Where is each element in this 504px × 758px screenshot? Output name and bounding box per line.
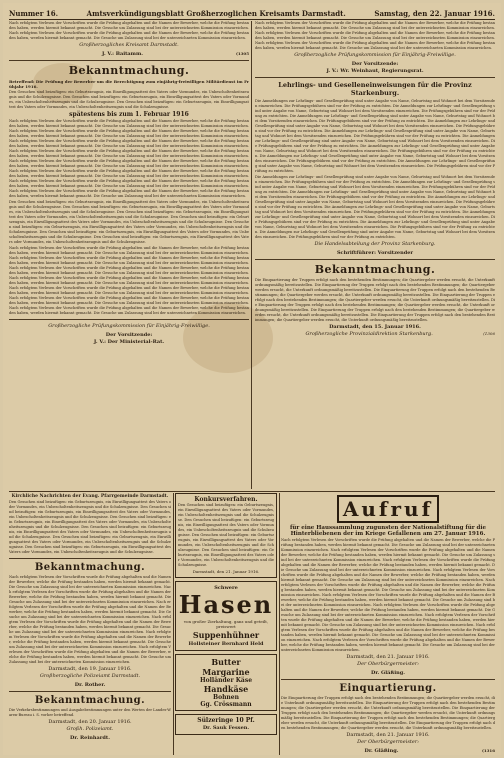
aufruf-body: Nach erfolgtem Verlesen der Vorschriften wurde die Prüfung abgehalten und die Namen der Bewerber, welche die Prüfung bestanden haben, werden hiermit bekannt gemacht. Die Gesuche um Zulassung sind bei der unterzeichneten Kommission einzureichen. Nach erfolgtem Verlesen der Vorschriften wurde die Prüfung abgehalten und die Namen der Bewerber, welche die Prüfung bestanden haben, werden hiermit bekannt gemacht. Die Gesuche um Zulassung sind bei der unterzeichneten Kommission einzureichen. Nach erfolgtem Verlesen der Vorschriften wurde die Prüfung abgehalten und die Namen der Bewerber, welche die Prüfung bestanden haben, werden hiermit bekannt gemacht. Die Gesuche um Zulassung sind bei der unterzeichneten Kommission einzureichen. Nach erfolgtem Verlesen der Vorschriften wurde die Prüfung abgehalten und die Namen der Bewerber, welche die Prüfung bestanden haben, werden hiermit bekannt gemacht. Die Gesuche um Zulassung sind bei der unterzeichneten Kommission einzureichen. Nach erfolgtem Verlesen der Vorschriften wurde die Prüfung abgehalten und die Namen der Bewerber, welche die Prüfung bestanden haben, werden hiermit bekannt gemacht. Die Gesuche um Zulassung sind bei der unterzeichneten Kommission einzureichen. Nach erfolgtem Verlesen der Vorschriften wurde die Prüfung abgehalten und die Namen der Bewerber, welche die Prüfung bestanden haben, werden hiermit bekannt gemacht. Die Gesuche um Zulassung sind bei der unterzeichneten Kommission einzureichen. Nach erfolgtem Verlesen der Vorschriften wurde die Prüfung abgehalten und die Namen der Bewerber, welche die Prüfung bestanden haben, werden hiermit bekannt gemacht. Die Gesuche um Zulassung sind bei der unterzeichneten Kommission einzureichen. Nach erfolgtem Verlesen der Vorschriften wurde die Prüfung abgehalten und die Namen der Bewerber, welche die Prüfung bestanden haben, werden hiermit bekannt gemacht. Die Gesuche um Zulassung sind bei der unterzeichneten Kommission einzureichen. Nach erfolgtem Verlesen der Vorschriften wurde die Prüfung abgehalten und die Namen der Bewerber, welche die Prüfung bestanden haben, werden hiermit bekannt gemacht. Die Gesuche um Zulassung sind bei der unterzeichneten Kommission einzureichen. Nach erfolgtem Verlesen der Vorschriften wurde die Prüfung abgehalten und die Namen der Bewerber, welche die Prüfung bestanden haben, werden hiermit bekannt gemacht. Die Gesuche um Zulassung sind bei der unterzeichneten Kommission einzureichen. xyxy=(281,538,495,652)
intro-text: Nach erfolgtem Verlesen der Vorschriften wurde die Prüfung abgehalten und die Namen der Bewerber, welche die Prüfung bestanden haben, werden hiermit bekannt gemacht. Die Gesuche um Zulassung sind bei der unterzeichneten Kommission einzureichen. Nach erfolgtem Verlesen der Vorschriften wurde die Prüfung abgehalten und die Namen der Bewerber, welche die Prüfung bestanden haben, werden hiermit bekannt gemacht. Die Gesuche um Zulassung sind bei der unterzeichneten Kommission einzureichen. xyxy=(9,21,249,40)
kase-title: Holländer Käse xyxy=(199,677,253,684)
aufruf-heading: Aufruf xyxy=(337,495,439,523)
butter-ad xyxy=(175,654,277,711)
bottom-left-heading-2: Bekanntmachung. xyxy=(34,695,146,706)
church-notice-title: Kirchliche Nachrichten der Evang. Pfarrgemeinde Darmstadt. xyxy=(11,494,169,499)
polizeiamt-name-2: Dr. Reinhardt. xyxy=(70,735,110,741)
saelz-ad xyxy=(175,714,277,735)
church-notice-body: Den Gesuchen sind beizufügen: ein Geburtszeugnis, ein Einwilligungsattest des Vaters oder Vormundes, ein Unbescholtenheitszeugnis und die Schulzeugnisse. Den Gesuchen sind beizufügen: ein Geburtszeugnis, ein Einwilligungsattest des Vaters oder Vormundes, ein Unbescholtenheitszeugnis und die Schulzeugnisse. Den Gesuchen sind beizufügen: ein Geburtszeugnis, ein Einwilligungsattest des Vaters oder Vormundes, ein Unbescholtenheitszeugnis und die Schulzeugnisse. Den Gesuchen sind beizufügen: ein Geburtszeugnis, ein Einwilligungsattest des Vaters oder Vormundes, ein Unbescholtenheitszeugnis und die Schulzeugnisse. Den Gesuchen sind beizufügen: ein Geburtszeugnis, ein Einwilligungsattest des Vaters oder Vormundes, ein Unbescholtenheitszeugnis und die Schulzeugnisse. Den Gesuchen sind beizufügen: ein Geburtszeugnis, ein Einwilligungsattest des Vaters oder Vormundes, ein Unbescholtenheitszeugnis und die Schulzeugnisse. xyxy=(9,500,171,554)
section-heading: Bekanntmachung. xyxy=(68,64,190,77)
konkurs-title: Konkursverfahren. xyxy=(194,496,258,503)
einquartierung-heading: Einquartierung. xyxy=(339,683,437,694)
bottom-divider xyxy=(173,493,174,755)
right-signature-c: J. V.: Wr. Weinhaut, Regierungsrat. xyxy=(326,68,424,74)
polizeiamt-signature-2: Großh. Polizeiamt. xyxy=(66,726,114,732)
polizeiamt-name: Dr. Rother. xyxy=(74,682,106,688)
right-intro: Nach erfolgtem Verlesen der Vorschriften wurde die Prüfung abgehalten und die Namen der Bewerber, welche die Prüfung bestanden haben, werden hiermit bekannt gemacht. Die Gesuche um Zulassung sind bei der unterzeichneten Kommission einzureichen. Nach erfolgtem Verlesen der Vorschriften wurde die Prüfung abgehalten und die Namen der Bewerber, welche die Prüfung bestanden haben, werden hiermit bekannt gemacht. Die Gesuche um Zulassung sind bei der unterzeichneten Kommission einzureichen. Nach erfolgtem Verlesen der Vorschriften wurde die Prüfung abgehalten und die Namen der Bewerber, welche die Prüfung bestanden haben, werden hiermit bekannt gemacht. Die Gesuche um Zulassung sind bei der unterzeichneten Kommission einzureichen. xyxy=(255,21,495,50)
shop-name: Gg. Crössmann xyxy=(200,701,252,708)
signature-name: J. V.: Baitamm. (1305 xyxy=(101,51,249,57)
hasen-ad xyxy=(175,581,277,651)
saelz-price: 10 Pf. xyxy=(235,717,255,724)
lehrlings-body-2: Die Anmeldungen zur Lehrlings- und Gesellenprüfung sind unter Angabe von Name, Geburtstag und Wohnort bei dem Vorsitzenden einzureichen. Die Prüfungsgebühren sind vor der Prüfung zu entrichten. Die Anmeldungen zur Lehrlings- und Gesellenprüfung sind unter Angabe von Name, Geburtstag und Wohnort bei dem Vorsitzenden einzureichen. Die Prüfungsgebühren sind vor der Prüfung zu entrichten. Die Anmeldungen zur Lehrlings- und Gesellenprüfung sind unter Angabe von Name, Geburtstag und Wohnort bei dem Vorsitzenden einzureichen. Die Prüfungsgebühren sind vor der Prüfung zu entrichten. Die Anmeldungen zur Lehrlings- und Gesellenprüfung sind unter Angabe von Name, Geburtstag und Wohnort bei dem Vorsitzenden einzureichen. Die Prüfungsgebühren sind vor der Prüfung zu entrichten. Die Anmeldungen zur Lehrlings- und Gesellenprüfung sind unter Angabe von Name, Geburtstag und Wohnort bei dem Vorsitzenden einzureichen. Die Prüfungsgebühren sind vor der Prüfung zu entrichten. Die Anmeldungen zur Lehrlings- und Gesellenprüfung sind unter Angabe von Name, Geburtstag und Wohnort bei dem Vorsitzenden einzureichen. Die Prüfungsgebühren sind vor der Prüfung zu entrichten. Die Anmeldungen zur Lehrlings- und Gesellenprüfung sind unter Angabe von Name, Geburtstag und Wohnort bei dem Vorsitzenden einzureichen. Die Prüfungsgebühren sind vor der Prüfung zu entrichten. Die Anmeldungen zur Lehrlings- und Gesellenprüfung sind unter Angabe von Name, Geburtstag und Wohnort bei dem Vorsitzenden einzureichen. Die Prüfungsgebühren sind vor der Prüfung zu entrichten. xyxy=(255,175,495,239)
section-body-3: Den Gesuchen sind beizufügen: ein Geburtszeugnis, ein Einwilligungsattest des Vaters oder Vormundes, ein Unbescholtenheitszeugnis und die Schulzeugnisse. Den Gesuchen sind beizufügen: ein Geburtszeugnis, ein Einwilligungsattest des Vaters oder Vormundes, ein Unbescholtenheitszeugnis und die Schulzeugnisse. Den Gesuchen sind beizufügen: ein Geburtszeugnis, ein Einwilligungsattest des Vaters oder Vormundes, ein Unbescholtenheitszeugnis und die Schulzeugnisse. Den Gesuchen sind beizufügen: ein Geburtszeugnis, ein Einwilligungsattest des Vaters oder Vormundes, ein Unbescholtenheitszeugnis und die Schulzeugnisse. Den Gesuchen sind beizufügen: ein Geburtszeugnis, ein Einwilligungsattest des Vaters oder Vormundes, ein Unbescholtenheitszeugnis und die Schulzeugnisse. Den Gesuchen sind beizufügen: ein Geburtszeugnis, ein Einwilligungsattest des Vaters oder Vormundes, ein Unbescholtenheitszeugnis und die Schulzeugnisse. Den Gesuchen sind beizufügen: ein Geburtszeugnis, ein Einwilligungsattest des Vaters oder Vormundes, ein Unbescholtenheitszeugnis und die Schulzeugnisse. xyxy=(9,200,249,244)
hasen-pre: Schwere xyxy=(214,585,238,591)
section-intro: Betreffend: Die Prüfung der Bewerber um die Berechtigung zum einjährig-freiwilligen Militärdienst im Frühjahr 1916. xyxy=(9,79,249,89)
commission-chair: Der Vorsitzende: xyxy=(105,332,153,338)
column-divider xyxy=(251,21,252,489)
handkase-title: Handkäse xyxy=(203,684,249,694)
section-divider xyxy=(9,491,495,492)
left-column xyxy=(9,21,249,489)
bottom-divider xyxy=(279,493,280,755)
bohnen-title: Bohnen xyxy=(213,694,239,701)
masthead xyxy=(9,8,495,20)
right-signature: Großherzogliche Prüfungskommission für Einjährig-Freiwillige. xyxy=(294,52,456,58)
bottom-left-column xyxy=(9,493,171,755)
provinz-signature: Großherzogliche Provinzialdirektion Starkenburg. (1306 xyxy=(305,331,495,337)
commission-chair-name: J. V.: Der Ministerial-Rat. xyxy=(93,339,165,345)
issue-number: Nummer 16. xyxy=(9,9,59,18)
newspaper-page xyxy=(3,3,501,755)
bottom-left-date: Darmstadt, den 19. Januar 1916. xyxy=(48,666,132,672)
hasen-sub: von großer Zierhaltung, ganz und geteilt, preiswert xyxy=(183,619,269,629)
lehrlings-body: Die Anmeldungen zur Lehrlings- und Gesellenprüfung sind unter Angabe von Name, Geburtstag und Wohnort bei dem Vorsitzenden einzureichen. Die Prüfungsgebühren sind vor der Prüfung zu entrichten. Die Anmeldungen zur Lehrlings- und Gesellenprüfung sind unter Angabe von Name, Geburtstag und Wohnort bei dem Vorsitzenden einzureichen. Die Prüfungsgebühren sind vor der Prüfung zu entrichten. Die Anmeldungen zur Lehrlings- und Gesellenprüfung sind unter Angabe von Name, Geburtstag und Wohnort bei dem Vorsitzenden einzureichen. Die Prüfungsgebühren sind vor der Prüfung zu entrichten. Die Anmeldungen zur Lehrlings- und Gesellenprüfung sind unter Angabe von Name, Geburtstag und Wohnort bei dem Vorsitzenden einzureichen. Die Prüfungsgebühren sind vor der Prüfung zu entrichten. Die Anmeldungen zur Lehrlings- und Gesellenprüfung sind unter Angabe von Name, Geburtstag und Wohnort bei dem Vorsitzenden einzureichen. Die Prüfungsgebühren sind vor der Prüfung zu entrichten. Die Anmeldungen zur Lehrlings- und Gesellenprüfung sind unter Angabe von Name, Geburtstag und Wohnort bei dem Vorsitzenden einzureichen. Die Prüfungsgebühren sind vor der Prüfung zu entrichten. Die Anmeldungen zur Lehrlings- und Gesellenprüfung sind unter Angabe von Name, Geburtstag und Wohnort bei dem Vorsitzenden einzureichen. Die Prüfungsgebühren sind vor der Prüfung zu entrichten. Die Anmeldungen zur Lehrlings- und Gesellenprüfung sind unter Angabe von Name, Geburtstag und Wohnort bei dem Vorsitzenden einzureichen. Die Prüfungsgebühren sind vor der Prüfung zu entrichten. Die Anmeldungen zur Lehrlings- und Gesellenprüfung sind unter Angabe von Name, Geburtstag und Wohnort bei dem Vorsitzenden einzureichen. Die Prüfungsgebühren sind vor der Prüfung zu entrichten. xyxy=(255,99,495,173)
lehrlings-heading: Lehrlings- und Geselleneinweisungen für die Provinz Starkenburg. xyxy=(278,81,472,97)
suppen-title: Suppenhühner xyxy=(192,630,260,640)
right-heading: Bekanntmachung. xyxy=(314,263,436,276)
saelz-shop: Dr. Sauk Fessen. xyxy=(202,725,250,731)
margarine-title: Margarine xyxy=(202,667,250,677)
bottom-left-body: Nach erfolgtem Verlesen der Vorschriften wurde die Prüfung abgehalten und die Namen der Bewerber, welche die Prüfung bestanden haben, werden hiermit bekannt gemacht. Die Gesuche um Zulassung sind bei der unterzeichneten Kommission einzureichen. Nach erfolgtem Verlesen der Vorschriften wurde die Prüfung abgehalten und die Namen der Bewerber, welche die Prüfung bestanden haben, werden hiermit bekannt gemacht. Die Gesuche um Zulassung sind bei der unterzeichneten Kommission einzureichen. Nach erfolgtem Verlesen der Vorschriften wurde die Prüfung abgehalten und die Namen der Bewerber, welche die Prüfung bestanden haben, werden hiermit bekannt gemacht. Die Gesuche um Zulassung sind bei der unterzeichneten Kommission einzureichen. Nach erfolgtem Verlesen der Vorschriften wurde die Prüfung abgehalten und die Namen der Bewerber, welche die Prüfung bestanden haben, werden hiermit bekannt gemacht. Die Gesuche um Zulassung sind bei der unterzeichneten Kommission einzureichen. Nach erfolgtem Verlesen der Vorschriften wurde die Prüfung abgehalten und die Namen der Bewerber, welche die Prüfung bestanden haben, werden hiermit bekannt gemacht. Die Gesuche um Zulassung sind bei der unterzeichneten Kommission einzureichen. Nach erfolgtem Verlesen der Vorschriften wurde die Prüfung abgehalten und die Namen der Bewerber, welche die Prüfung bestanden haben, werden hiermit bekannt gemacht. Die Gesuche um Zulassung sind bei der unterzeichneten Kommission einzureichen. xyxy=(9,575,171,664)
saelz-title: Sülzeringe xyxy=(197,717,234,724)
aufruf-date: Darmstadt, den 21. Januar 1916. xyxy=(346,654,430,660)
bottom-left-body-2: Die Verkehrsbestimmungen und Ausgabebestimmungen unter den Werten der Landes-Waren-Bureau i. S. vorher betreffend. xyxy=(9,708,171,717)
handels-signature: Die Handelsabteilung der Provinz Starkenburg. xyxy=(314,241,436,247)
aufruf-signature-name: Dr. Gläßing. xyxy=(371,670,405,676)
butter-title: Butter xyxy=(211,657,241,667)
signature: Großherzogliches Kreisamt Darmstadt. xyxy=(79,42,179,48)
right-body: Die Einquartierung der Truppen erfolgt nach den bestehenden Bestimmungen; die Quartiergeber werden ersucht, die Unterkunft ordnungsmäßig bereitzustellen. Die Einquartierung der Truppen erfolgt nach den bestehenden Bestimmungen; die Quartiergeber werden ersucht, die Unterkunft ordnungsmäßig bereitzustellen. Die Einquartierung der Truppen erfolgt nach den bestehenden Bestimmungen; die Quartiergeber werden ersucht, die Unterkunft ordnungsmäßig bereitzustellen. Die Einquartierung der Truppen erfolgt nach den bestehenden Bestimmungen; die Quartiergeber werden ersucht, die Unterkunft ordnungsmäßig bereitzustellen. Die Einquartierung der Truppen erfolgt nach den bestehenden Bestimmungen; die Quartiergeber werden ersucht, die Unterkunft ordnungsmäßig bereitzustellen. Die Einquartierung der Truppen erfolgt nach den bestehenden Bestimmungen; die Quartiergeber werden ersucht, die Unterkunft ordnungsmäßig bereitzustellen. Die Einquartierung der Truppen erfolgt nach den bestehenden Bestimmungen; die Quartiergeber werden ersucht, die Unterkunft ordnungsmäßig bereitzustellen. xyxy=(255,278,495,322)
einquartierung-date: Darmstadt, den 21. Januar 1916. xyxy=(346,732,430,738)
section-body-4: Nach erfolgtem Verlesen der Vorschriften wurde die Prüfung abgehalten und die Namen der Bewerber, welche die Prüfung bestanden haben, werden hiermit bekannt gemacht. Die Gesuche um Zulassung sind bei der unterzeichneten Kommission einzureichen. Nach erfolgtem Verlesen der Vorschriften wurde die Prüfung abgehalten und die Namen der Bewerber, welche die Prüfung bestanden haben, werden hiermit bekannt gemacht. Die Gesuche um Zulassung sind bei der unterzeichneten Kommission einzureichen. Nach erfolgtem Verlesen der Vorschriften wurde die Prüfung abgehalten und die Namen der Bewerber, welche die Prüfung bestanden haben, werden hiermit bekannt gemacht. Die Gesuche um Zulassung sind bei der unterzeichneten Kommission einzureichen. Nach erfolgtem Verlesen der Vorschriften wurde die Prüfung abgehalten und die Namen der Bewerber, welche die Prüfung bestanden haben, werden hiermit bekannt gemacht. Die Gesuche um Zulassung sind bei der unterzeichneten Kommission einzureichen. Nach erfolgtem Verlesen der Vorschriften wurde die Prüfung abgehalten und die Namen der Bewerber, welche die Prüfung bestanden haben, werden hiermit bekannt gemacht. Die Gesuche um Zulassung sind bei der unterzeichneten Kommission einzureichen. Nach erfolgtem Verlesen der Vorschriften wurde die Prüfung abgehalten und die Namen der Bewerber, welche die Prüfung bestanden haben, werden hiermit bekannt gemacht. Die Gesuche um Zulassung sind bei der unterzeichneten Kommission einzureichen. Nach erfolgtem Verlesen der Vorschriften wurde die Prüfung abgehalten und die Namen der Bewerber, welche die Prüfung bestanden haben, werden hiermit bekannt gemacht. Die Gesuche um Zulassung sind bei der unterzeichneten Kommission einzureichen. xyxy=(9,246,249,315)
right-date: Darmstadt, den 15. Januar 1916. xyxy=(329,324,421,330)
hasen-shop: Hollsteiner Bernhard Held xyxy=(188,641,264,647)
polizeiamt-signature: Großherzogliche Polizeiamt Darmstadt. xyxy=(39,673,141,679)
konkurs-box: Konkursverfahren. Den Gesuchen sind beizufügen: ein Geburtszeugnis, ein Einwilligungsattest des Vaters oder Vormundes, ein Unbescholtenheitszeugnis und die Schulzeugnisse. Den Gesuchen sind beizufügen: ein Geburtszeugnis, ein Einwilligungsattest des Vaters oder Vormundes, ein Unbescholtenheitszeugnis und die Schulzeugnisse. Den Gesuchen sind beizufügen: ein Geburtszeugnis, ein Einwilligungsattest des Vaters oder Vormundes, ein Unbescholtenheitszeugnis und die Schulzeugnisse. Den Gesuchen sind beizufügen: ein Geburtszeugnis, ein Einwilligungsattest des Vaters oder Vormundes, ein Unbescholtenheitszeugnis und die Schulzeugnisse. Darmstadt, den 21. Januar 1916. xyxy=(175,493,277,578)
right-column xyxy=(255,21,495,489)
deadline-text: spätestens bis zum 1. Februar 1916 xyxy=(69,111,189,118)
paper-name: Amtsverkündigungsblatt Großherzoglichen Kreisamts Darmstadt. xyxy=(86,9,346,18)
aufruf-sub: für eine Haussammlung zugunsten der Nationalstiftung für die Hinterbliebenen der im Kriege Gefallenen am 27. Januar 1916. xyxy=(290,525,486,537)
einquartierung-signature: Der Oberbürgermeister: xyxy=(357,739,419,745)
handels-signature-b: Schriftführer: Vorsitzender xyxy=(336,250,414,256)
bottom-left-heading: Bekanntmachung. xyxy=(34,562,146,573)
einquartierung-body: Die Einquartierung der Truppen erfolgt nach den bestehenden Bestimmungen; die Quartiergeber werden ersucht, die Unterkunft ordnungsmäßig bereitzustellen. Die Einquartierung der Truppen erfolgt nach den bestehenden Bestimmungen; die Quartiergeber werden ersucht, die Unterkunft ordnungsmäßig bereitzustellen. Die Einquartierung der Truppen erfolgt nach den bestehenden Bestimmungen; die Quartiergeber werden ersucht, die Unterkunft ordnungsmäßig bereitzustellen. Die Einquartierung der Truppen erfolgt nach den bestehenden Bestimmungen; die Quartiergeber werden ersucht, die Unterkunft ordnungsmäßig bereitzustellen. Die Einquartierung der Truppen erfolgt nach den bestehenden Bestimmungen; die Quartiergeber werden ersucht, die Unterkunft ordnungsmäßig bereitzustellen. xyxy=(281,696,495,730)
aufruf-signature: Der Oberbürgermeister: xyxy=(357,661,419,667)
section-body-2: Nach erfolgtem Verlesen der Vorschriften wurde die Prüfung abgehalten und die Namen der Bewerber, welche die Prüfung bestanden haben, werden hiermit bekannt gemacht. Die Gesuche um Zulassung sind bei der unterzeichneten Kommission einzureichen. Nach erfolgtem Verlesen der Vorschriften wurde die Prüfung abgehalten und die Namen der Bewerber, welche die Prüfung bestanden haben, werden hiermit bekannt gemacht. Die Gesuche um Zulassung sind bei der unterzeichneten Kommission einzureichen. Nach erfolgtem Verlesen der Vorschriften wurde die Prüfung abgehalten und die Namen der Bewerber, welche die Prüfung bestanden haben, werden hiermit bekannt gemacht. Die Gesuche um Zulassung sind bei der unterzeichneten Kommission einzureichen. Nach erfolgtem Verlesen der Vorschriften wurde die Prüfung abgehalten und die Namen der Bewerber, welche die Prüfung bestanden haben, werden hiermit bekannt gemacht. Die Gesuche um Zulassung sind bei der unterzeichneten Kommission einzureichen. Nach erfolgtem Verlesen der Vorschriften wurde die Prüfung abgehalten und die Namen der Bewerber, welche die Prüfung bestanden haben, werden hiermit bekannt gemacht. Die Gesuche um Zulassung sind bei der unterzeichneten Kommission einzureichen. Nach erfolgtem Verlesen der Vorschriften wurde die Prüfung abgehalten und die Namen der Bewerber, welche die Prüfung bestanden haben, werden hiermit bekannt gemacht. Die Gesuche um Zulassung sind bei der unterzeichneten Kommission einzureichen. Nach erfolgtem Verlesen der Vorschriften wurde die Prüfung abgehalten und die Namen der Bewerber, welche die Prüfung bestanden haben, werden hiermit bekannt gemacht. Die Gesuche um Zulassung sind bei der unterzeichneten Kommission einzureichen. Nach erfolgtem Verlesen der Vorschriften wurde die Prüfung abgehalten und die Namen der Bewerber, welche die Prüfung bestanden haben, werden hiermit bekannt gemacht. Die Gesuche um Zulassung sind bei der unterzeichneten Kommission einzureichen. xyxy=(9,119,249,198)
hasen-title: Hasen xyxy=(178,590,274,619)
advertisement-column xyxy=(175,493,277,755)
einquartierung-signature-name: Dr. Gläßing. (1316 xyxy=(364,748,495,754)
commission-signature: Großherzogliche Prüfungskommission für Einjährig-Freiwillige. xyxy=(48,323,210,329)
section-body: Den Gesuchen sind beizufügen: ein Geburtszeugnis, ein Einwilligungsattest des Vaters oder Vormundes, ein Unbescholtenheitszeugnis und die Schulzeugnisse. Den Gesuchen sind beizufügen: ein Geburtszeugnis, ein Einwilligungsattest des Vaters oder Vormundes, ein Unbescholtenheitszeugnis und die Schulzeugnisse. Den Gesuchen sind beizufügen: ein Geburtszeugnis, ein Einwilligungsattest des Vaters oder Vormundes, ein Unbescholtenheitszeugnis und die Schulzeugnisse. xyxy=(9,90,249,109)
issue-date: Samstag, den 22. Januar 1916. xyxy=(374,9,495,18)
konkurs-date: Darmstadt, den 21. Januar 1916. xyxy=(192,569,260,574)
bottom-left-date-2: Darmstadt, den 20. Januar 1916. xyxy=(48,719,132,725)
right-signature-b: Der Vorsitzende: xyxy=(351,61,399,67)
bottom-right-column xyxy=(281,493,495,755)
